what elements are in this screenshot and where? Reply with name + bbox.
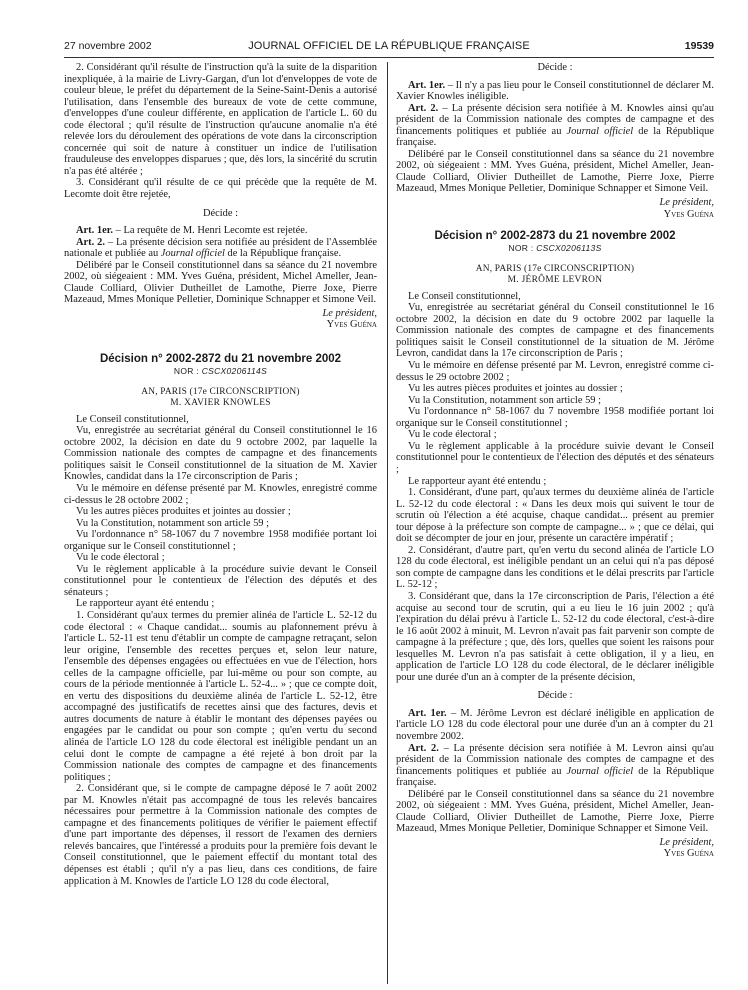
article-1-text: – Il n'y a pas lieu pour le Conseil constitutionnel de déclarer M. Xavier Knowles inéligible. [396, 79, 714, 103]
visa-4: Vu la Constitution, notamment son article 59 ; [408, 394, 602, 406]
visa-5: Vu l'ordonnance n° 58-1067 du 7 novembre 1958 modifiée portant loi organique sur le Conseil constitutionnel ; [64, 529, 377, 552]
considerant-2: 2. Considérant qu'il résulte de l'instruction qu'à la suite de la disparition inexpliquée, à la mairie de Livry-Gargan, d'un lot d'enveloppes de vote de couleur bleue, le préfet du département de la Seine-Saint-Denis a autorisé l'utilisation, dans l'ensemble des bureaux de vote de cette commune, d'enveloppes d'une couleur différente, en application de l'article L. 60 du code électoral ; qu'il résulte de l'instruction qu'aucune anomalie n'a été relevée lors du déroulement des opérations de vote dans la circonscription concernée qui soit de nature à constituer un indice de l'utilisation frauduleuse des enveloppes disparues ; que, dès lors, la sincérité du scrutin n'a pas été altérée ; [64, 62, 377, 177]
nor-reference [396, 243, 714, 255]
signature-name: Yves Guéna [326, 319, 377, 331]
visa-1: Vu, enregistrée au secrétariat général du Conseil constitutionnel le 16 octobre 2002, la décision en date du 9 octobre 2002, par laquelle la Commission nationale des comptes de campagne et des financements politiques saisit le Conseil constitutionnel de la situation de M. Xavier Knowles, candidat dans la 17e circonscription de Paris ; [64, 425, 377, 483]
rapporteur: Le rapporteur ayant été entendu ; [76, 598, 215, 610]
visa-2: Vu le mémoire en défense présenté par M. Levron, enregistré comme ci-dessus le 29 octobre 2002 ; [396, 360, 714, 383]
article-1-text: – La requête de M. Henri Lecomte est rejetée. [113, 225, 308, 237]
considerant-3: 3. Considérant qu'il résulte de ce qui précède que la requête de M. Lecomte doit être rejetée, [64, 177, 377, 201]
deliberation: Délibéré par le Conseil constitutionnel dans sa séance du 21 novembre 2002, où siégeaient : MM. Yves Guéna, président, Michel Ameller, Jean-Claude Colliard, Olivier Dutheillet de Lamothe, Pierre Joxe, Pierre Mazeaud, Mmes Monique Pelletier, Dominique Schnapper et Simone Veil. [396, 148, 714, 195]
visa-3: Vu les autres pièces produites et jointes au dossier ; [76, 506, 291, 518]
article-2 [64, 237, 377, 260]
left-column [64, 62, 377, 887]
circonscription: AN, PARIS (17e CIRCONSCRIPTION) [141, 386, 300, 397]
article-1-text: – M. Jérôme Levron est déclaré inéligible en application de l'article LO 128 du code électoral pour une durée d'un an à compter du 21 novembre 2002. [396, 707, 715, 742]
person-name: M. XAVIER KNOWLES [170, 398, 271, 409]
visa-3: Vu les autres pièces produites et jointes au dossier ; [408, 383, 623, 395]
journal-officiel-ref: Journal officiel [566, 125, 634, 137]
signature-name: Yves Guéna [663, 848, 714, 860]
deliberation: Délibéré par le Conseil constitutionnel dans sa séance du 21 novembre 2002, où siégeaient : MM. Yves Guéna, président, Michel Ameller, Jean-Claude Colliard, Olivier Dutheillet de Lamothe, Pierre Joxe, Pierre Mazeaud, Mmes Monique Pelletier, Dominique Schnapper et Simone Veil. [64, 259, 377, 306]
considerant-3: 3. Considérant que, dans la 17e circonscription de Paris, l'élection a été acquise au second tour de scrutin, qui a eu lieu le 16 juin 2002 ; qu'à l'expiration du délai prévu à l'article L. 52-12 du code électoral, c'est-à-dire le 16 août 2002 à minuit, M. Levron n'avait pas fait parvenir son compte de campagne à la préfecture ; que, dès lors, quelles que soient les raisons pour lesquelles M. Levron n'a pas satisfait à cette obligation, il y a lieu, en application de l'article LO 128 du code électoral, de le déclarer inéligible pour une durée d'un an à compter de la présente décision, [396, 590, 714, 683]
considerant-1: 1. Considérant qu'aux termes du premier alinéa de l'article L. 52-12 du code électoral : « Chaque candidat... soumis au plafonnement prévu à l'article L. 52-11 est tenu d'établir un compte de campagne retraçant, selon leur origine, l'ensemble des recettes perçues et, selon leur nature, l'ensemble des dépenses engagées ou effectuées en vue de l'élection, hors celles de la campagne officielle, par lui-même ou pour son compte, au cours de la période mentionnée à l'article L. 52-4... » ; que ce compte doit, en vertu des dispositions du deuxième alinéa de l'article L. 52-12, être accompagné des justificatifs de recettes ainsi que des factures, devis et autres documents de nature à établir le montant des dépenses payées ou engagées par le candidat ou pour son compte ; qu'en vertu du second alinéa de l'article LO 128 du code électoral est inéligible pendant un an celui dont le compte de campagne a été rejeté à bon droit par la Commission nationale des comptes de campagne et des financements politiques ; [64, 609, 377, 783]
intro: Le Conseil constitutionnel, [408, 290, 521, 302]
signature-name: Yves Guéna [663, 208, 714, 220]
signature-title: Le président, [659, 836, 714, 848]
article-2-text-end: de la République française. [396, 125, 714, 149]
decision-title: Décision n° 2002-2873 du 21 novembre 2002 [434, 230, 676, 243]
nor-label: NOR : [508, 243, 537, 254]
article-1-label: Art. 1er. [408, 707, 447, 719]
page-header [64, 40, 714, 56]
article-2-text-end: de la République française. [224, 248, 342, 260]
visa-7: Vu le règlement applicable à la procédure suivie devant le Conseil constitutionnel pour le contentieux de l'élection des députés et des sénateurs ; [64, 563, 377, 598]
article-2 [396, 743, 714, 789]
article-2-text: – La présente décision sera notifiée au président de l'Assemblée nationale et publiée au [64, 236, 377, 260]
nor-code: CSCX0206113S [536, 243, 602, 254]
signature-title: Le président, [659, 197, 714, 209]
visa-6: Vu le code électoral ; [408, 429, 497, 441]
article-1 [64, 225, 377, 237]
right-column [396, 62, 714, 860]
column-divider [387, 62, 388, 984]
considerant-1: 1. Considérant, d'une part, qu'aux termes du deuxième alinéa de l'article L. 52-12 du code électoral : « Dans les deux mois qui suivent le tour de scrutin où l'élection a été acquise, chaque candidat... présent au premier tour dépose à la préfecture son compte de campagne... » ; que ce délai, qui doit se décompter de jour en jour, présente un caractère impératif ; [396, 487, 714, 545]
article-1-label: Art. 1er. [76, 225, 113, 237]
considerant-2-knowles: 2. Considérant que, si le compte de campagne déposé le 7 août 2002 par M. Knowles n'était pas accompagné de tous les relevés bancaires nécessaires pour permettre à la Commission nationale des comptes de campagne et des financements politiques de vérifier le paiement effectif d'une part importante des dépenses, il ressort de l'examen des derniers relevés bancaires, que l'intéressé a produits pour la première fois devant le Conseil constitutionnel, que le paiement effectif du montant total des dépenses est établi ; qu'il n'y a pas lieu, dans ces conditions, de faire application à M. Knowles de l'article LO 128 du code électoral, [64, 783, 377, 887]
article-2-label: Art. 2. [408, 742, 439, 754]
decide-heading: Décide : [537, 690, 573, 702]
circonscription: AN, PARIS (17e CIRCONSCRIPTION) [475, 263, 635, 274]
article-1 [396, 80, 714, 103]
visa-7: Vu le règlement applicable à la procédure suivie devant le Conseil constitutionnel pour le contentieux de l'élection des députés et des sénateurs ; [396, 440, 714, 475]
article-2-label: Art. 2. [76, 236, 105, 248]
visa-6: Vu le code électoral ; [76, 552, 165, 564]
rapporteur: Le rapporteur ayant été entendu ; [408, 475, 547, 487]
article-2-label: Art. 2. [408, 102, 439, 114]
nor-reference [64, 366, 377, 378]
signature-title: Le président, [322, 307, 377, 319]
nor-label: NOR : [173, 366, 202, 377]
header-journal-title: JOURNAL OFFICIEL DE LA RÉPUBLIQUE FRANÇAISE [248, 40, 530, 52]
journal-officiel-ref: Journal officiel [160, 248, 225, 260]
article-2-text-end: de la République française. [396, 765, 714, 789]
visa-4: Vu la Constitution, notamment son article 59 ; [76, 517, 270, 529]
intro: Le Conseil constitutionnel, [76, 413, 189, 425]
header-date: 27 novembre 2002 [64, 40, 152, 52]
article-1-label: Art. 1er. [408, 79, 446, 91]
header-page-number: 19539 [684, 40, 714, 52]
deliberation: Délibéré par le Conseil constitutionnel dans sa séance du 21 novembre 2002, où siégeaient : MM. Yves Guéna, président, Michel Ameller, Jean-Claude Colliard, Olivier Dutheillet de Lamothe, Pierre Joxe, Pierre Mazeaud, Mmes Monique Pelletier, Dominique Schnapper et Simone Veil. [396, 788, 714, 835]
considerant-2: 2. Considérant, d'autre part, qu'en vertu du second alinéa de l'article LO 128 du code électoral, est inéligible pendant un an celui qui n'a pas déposé son compte de campagne dans les conditions et le délai prescrits par l'article L. 52-12 ; [396, 544, 714, 591]
visa-2: Vu le mémoire en défense présenté par M. Knowles, enregistré comme ci-dessus le 28 octobre 2002 ; [64, 482, 377, 506]
header-rule [64, 57, 714, 58]
article-2-text: – La présente décision sera notifiée à M. Levron ainsi qu'au président de la Commission nationale des comptes de campagne et des financements politiques et publiée au [396, 742, 714, 777]
visa-5: Vu l'ordonnance n° 58-1067 du 7 novembre 1958 modifiée portant loi organique sur le Conseil constitutionnel ; [396, 406, 714, 429]
visa-1: Vu, enregistrée au secrétariat général du Conseil constitutionnel le 16 octobre 2002, la décision en date du 9 octobre 2002 par laquelle la Commission nationale des comptes de campagne et des financements politiques saisit le Conseil constitutionnel de la situation de M. Jérôme Levron, candidat dans la 17e circonscription de Paris ; [396, 302, 714, 360]
person-name: M. JÉRÔME LEVRON [507, 275, 603, 286]
nor-code: CSCX0206114S [201, 366, 268, 377]
decide-heading: Décide : [537, 62, 573, 73]
journal-officiel-ref: Journal officiel [566, 765, 634, 777]
article-2-text: – La présente décision sera notifiée à M. Knowles ainsi qu'au président de la Commission nationale des comptes de campagne et des financements politiques et publiée au [396, 102, 714, 137]
decision-title: Décision n° 2002-2872 du 21 novembre 2002 [99, 353, 342, 366]
decide-heading: Décide : [202, 207, 239, 219]
article-1 [396, 708, 714, 743]
article-2 [396, 103, 714, 149]
